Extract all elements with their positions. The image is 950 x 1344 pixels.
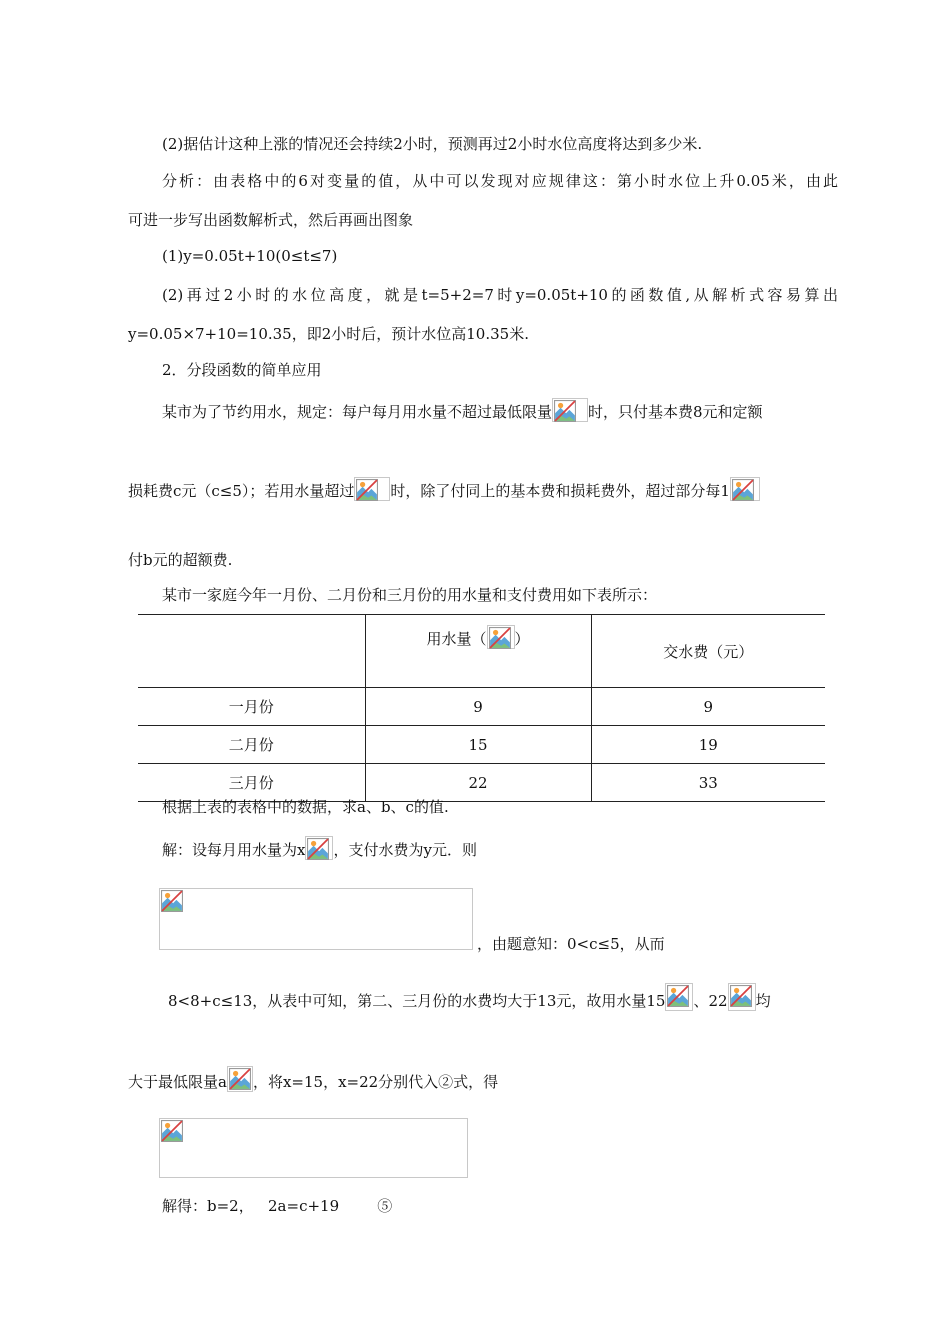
solution-line2: ，由题意知：0<c≤5，从而	[477, 935, 665, 953]
paragraph-analysis-line2: 可进一步写出函数解析式，然后再画出图象	[128, 211, 414, 229]
table-row	[138, 764, 825, 802]
table-cell-month: 三月份	[138, 764, 365, 802]
broken-image-icon	[161, 1120, 183, 1142]
table-row	[138, 726, 825, 764]
broken-image-icon	[305, 836, 333, 860]
table-header-fee: 交水费（元）	[591, 615, 825, 688]
solution-line1: 解：设每月用水量为x ，支付水费为y元．则	[162, 836, 477, 860]
formula-image-placeholder	[159, 888, 473, 950]
broken-image-icon	[227, 1066, 253, 1092]
section-heading: 2．分段函数的简单应用	[162, 361, 322, 379]
table-cell-water: 22	[365, 764, 591, 802]
problem-line1: 某市为了节约用水，规定：每户每月用水量不超过最低限量 时，只付基本费8元和定额	[162, 398, 763, 422]
problem-line2: 损耗费c元（c≤5）；若用水量超过 时，除了付同上的基本费和损耗费外，超过部分每1	[128, 477, 760, 501]
after-table-text: 根据上表的表格中的数据，求a、b、c的值.	[162, 798, 449, 816]
table-header-water: 用水量（ ）	[365, 615, 591, 688]
broken-image-icon	[354, 477, 390, 501]
answer-2-line1: (2)再过2小时的水位高度，就是t=5+2=7时y=0.05t+10的函数值,从解析式容易算出	[162, 286, 838, 304]
solution-line3: 8<8+c≤13，从表中可知，第二、三月份的水费均大于13元，故用水量15 、22 均	[168, 983, 771, 1011]
table-intro: 某市一家庭今年一月份、二月份和三月份的用水量和支付费用如下表所示：	[162, 586, 658, 604]
answer-1: (1)y=0.05t+10(0≤t≤7)	[162, 247, 338, 265]
problem-line3: 付b元的超额费.	[128, 551, 233, 569]
table-cell-month: 二月份	[138, 726, 365, 764]
table-row	[138, 688, 825, 726]
paragraph-q2: (2)据估计这种上涨的情况还会持续2小时，预测再过2小时水位高度将达到多少米.	[162, 135, 703, 153]
broken-image-icon	[161, 890, 183, 912]
broken-image-icon	[730, 477, 760, 501]
broken-image-icon	[552, 398, 588, 422]
solution-result: 解得：b=2， 2a=c+19 ⑤	[162, 1197, 393, 1215]
table-cell-water: 15	[365, 726, 591, 764]
table-cell-fee: 33	[591, 764, 825, 802]
answer-2-line2: y=0.05×7+10=10.35，即2小时后，预计水位高10.35米.	[128, 325, 529, 343]
broken-image-icon	[487, 625, 515, 649]
table-cell-month: 一月份	[138, 688, 365, 726]
table-cell-fee: 9	[591, 688, 825, 726]
table-cell-water: 9	[365, 688, 591, 726]
water-fee-table	[138, 614, 825, 802]
broken-image-icon	[728, 983, 756, 1011]
formula-image-placeholder	[159, 1118, 468, 1178]
table-header-empty	[138, 615, 365, 688]
paragraph-analysis-line1: 分析：由表格中的6对变量的值，从中可以发现对应规律这：第小时水位上升0.05米，由此	[162, 172, 838, 190]
broken-image-icon	[665, 983, 693, 1011]
solution-line4: 大于最低限量a ，将x=15，x=22分别代入②式，得	[128, 1066, 498, 1092]
table-header-row	[138, 615, 825, 688]
table-cell-fee: 19	[591, 726, 825, 764]
